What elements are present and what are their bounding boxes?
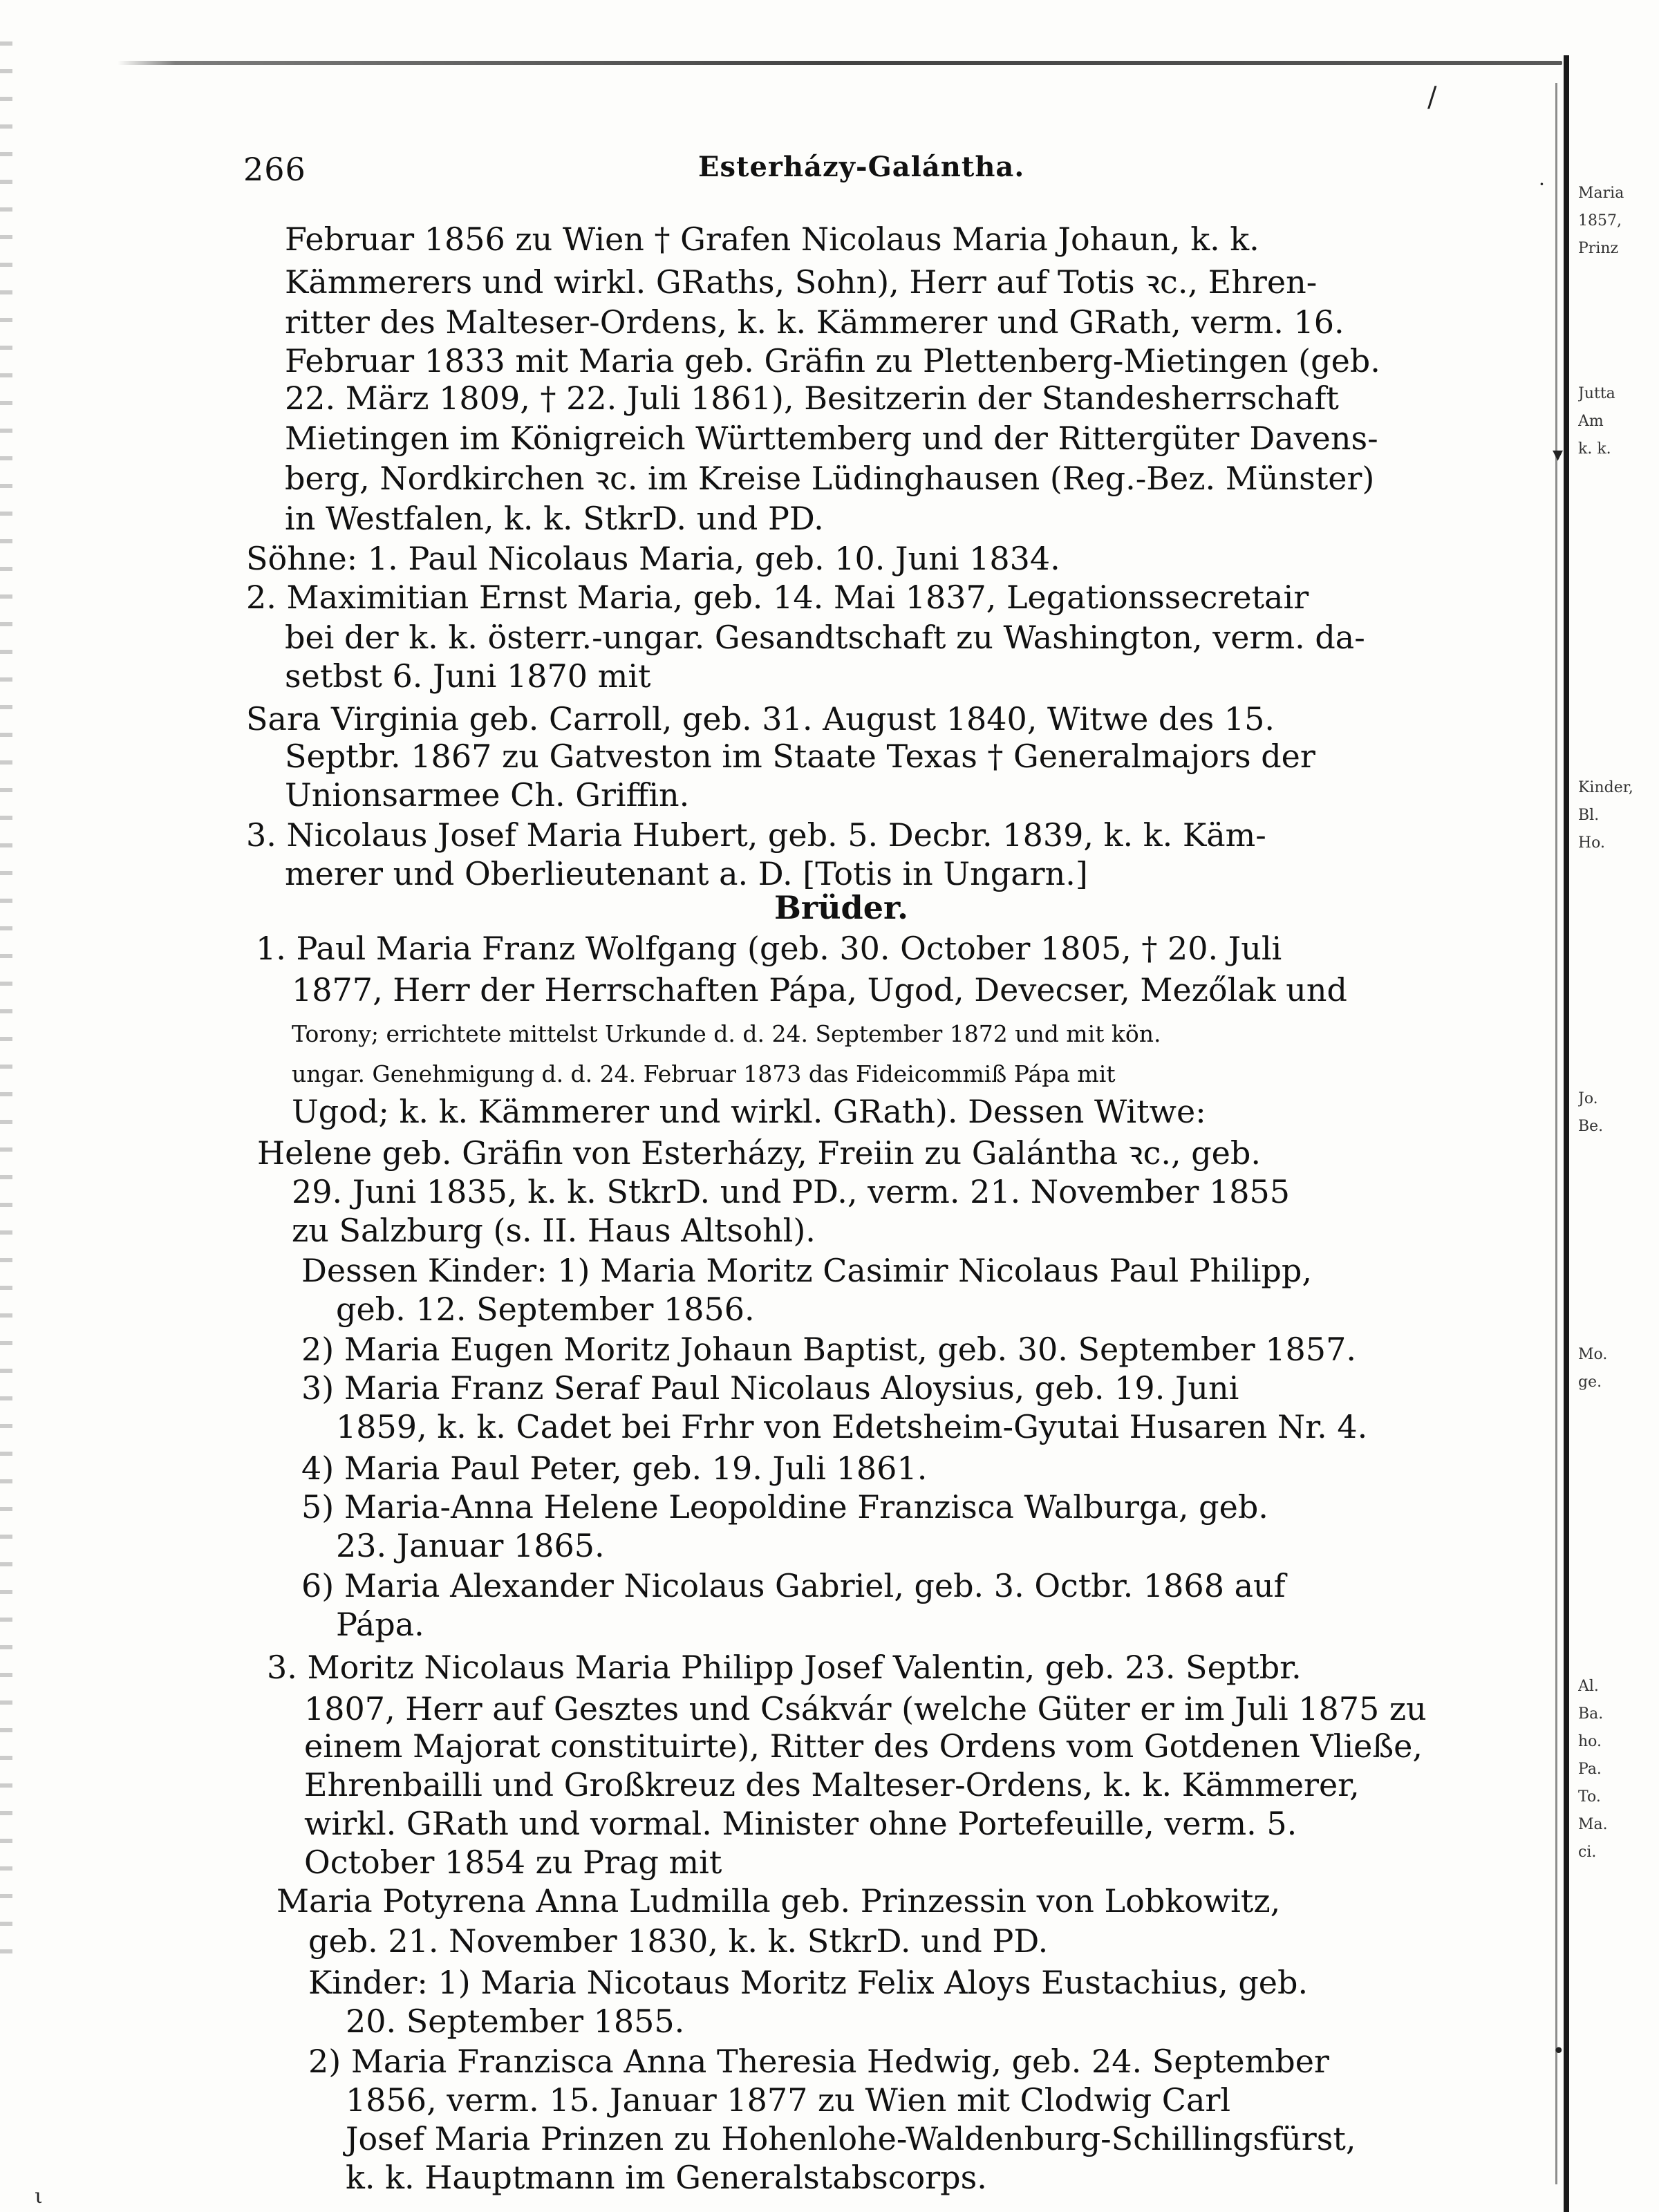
stray-mark-1: · bbox=[1539, 173, 1545, 196]
text-line: 1856, verm. 15. Januar 1877 zu Wien mit Clodwig Carl bbox=[346, 2081, 1231, 2119]
text-line: Dessen Kinder: 1) Maria Moritz Casimir Nicolaus Paul Philipp, bbox=[301, 1252, 1313, 1289]
neighbor-fragment: Be. bbox=[1578, 1118, 1604, 1135]
text-line-small: ungar. Genehmigung d. d. 24. Februar 1873 das Fideicommiß Pápa mit bbox=[292, 1060, 1116, 1087]
text-line: setbst 6. Juni 1870 mit bbox=[285, 657, 651, 695]
neighbor-fragment: Pa. bbox=[1578, 1761, 1602, 1778]
stray-pen-mark: / bbox=[1427, 82, 1437, 113]
scan-left-edge bbox=[0, 41, 12, 1977]
neighbor-fragment: Jutta bbox=[1578, 385, 1615, 402]
neighbor-fragment: Ma. bbox=[1578, 1816, 1608, 1833]
text-line: Ugod; k. k. Kämmerer und wirkl. GRath). Dessen Witwe: bbox=[292, 1093, 1206, 1130]
neighbor-fragment: 1857, bbox=[1578, 212, 1622, 229]
text-line: 1877, Herr der Herrschaften Pápa, Ugod, Devecser, Mezőlak und bbox=[292, 971, 1347, 1009]
text-line: 1807, Herr auf Gesztes und Csákvár (welche Güter er im Juli 1875 zu bbox=[304, 1690, 1427, 1727]
text-line: Februar 1856 zu Wien † Grafen Nicolaus Maria Johaun, k. k. bbox=[285, 221, 1259, 258]
text-line: October 1854 zu Prag mit bbox=[304, 1844, 722, 1881]
text-line: einem Majorat constituirte), Ritter des Ordens vom Gotdenen Vließe, bbox=[304, 1727, 1423, 1765]
text-line: 1859, k. k. Cadet bei Frhr von Edetsheim-Gyutai Husaren Nr. 4. bbox=[336, 1408, 1368, 1445]
neighbor-fragment: Maria bbox=[1578, 185, 1624, 202]
text-line: Februar 1833 mit Maria geb. Gräfin zu Plettenberg-Mietingen (geb. bbox=[285, 342, 1380, 379]
text-line: 22. März 1809, † 22. Juli 1861), Besitzerin der Standesherrschaft bbox=[285, 379, 1339, 417]
text-line: Helene geb. Gräfin von Esterházy, Freiin zu Galántha ꝛc., geb. bbox=[257, 1134, 1261, 1172]
neighbor-fragment: ho. bbox=[1578, 1733, 1602, 1750]
text-line: Kämmerers und wirkl. GRaths, Sohn), Herr auf Totis ꝛc., Ehren- bbox=[285, 263, 1318, 301]
neighbor-fragment: Mo. bbox=[1578, 1346, 1608, 1363]
text-line: 3. Moritz Nicolaus Maria Philipp Josef Valentin, geb. 23. Septbr. bbox=[267, 1649, 1302, 1686]
text-line: geb. 12. September 1856. bbox=[336, 1291, 755, 1328]
text-line: 1. Paul Maria Franz Wolfgang (geb. 30. October 1805, † 20. Juli bbox=[256, 930, 1282, 967]
text-line: Mietingen im Königreich Württemberg und der Rittergüter Davens- bbox=[285, 420, 1378, 457]
text-line: Pápa. bbox=[336, 1606, 424, 1643]
text-line: ritter des Malteser-Ordens, k. k. Kämmerer und GRath, verm. 16. bbox=[285, 303, 1344, 341]
text-line: Sara Virginia geb. Carroll, geb. 31. August 1840, Witwe des 15. bbox=[246, 700, 1275, 738]
text-line: 20. September 1855. bbox=[346, 2003, 685, 2040]
text-line: Septbr. 1867 zu Gatveston im Staate Texas † Generalmajors der bbox=[285, 738, 1315, 775]
section-heading: Brüder. bbox=[774, 889, 909, 926]
text-line: wirkl. GRath und vormal. Minister ohne Portefeuille, verm. 5. bbox=[304, 1805, 1297, 1842]
neighbor-fragment: Am bbox=[1578, 413, 1604, 430]
page-number: 266 bbox=[243, 151, 306, 188]
neighbor-fragment: To. bbox=[1578, 1788, 1601, 1806]
text-line: berg, Nordkirchen ꝛc. im Kreise Lüdinghausen (Reg.-Bez. Münster) bbox=[285, 460, 1375, 497]
neighbor-fragment: Bl. bbox=[1578, 807, 1600, 824]
text-line: Kinder: 1) Maria Nicotaus Moritz Felix Aloys Eustachius, geb. bbox=[308, 1964, 1309, 2001]
text-line: merer und Oberlieutenant a. D. [Totis in Ungarn.] bbox=[285, 855, 1088, 892]
neighbor-fragment: Jo. bbox=[1578, 1090, 1598, 1107]
neighbor-fragment: Ba. bbox=[1578, 1705, 1604, 1723]
stray-mark-3: • bbox=[1553, 2039, 1565, 2063]
neighbor-fragment: ge. bbox=[1578, 1374, 1602, 1391]
text-line: 2) Maria Eugen Moritz Johaun Baptist, geb. 30. September 1857. bbox=[301, 1331, 1356, 1368]
neighbor-fragment: Prinz bbox=[1578, 240, 1619, 257]
neighbor-fragment: ci. bbox=[1578, 1844, 1597, 1861]
neighbor-fragment: Ho. bbox=[1578, 834, 1606, 852]
text-line: Söhne: 1. Paul Nicolaus Maria, geb. 10. Juni 1834. bbox=[246, 540, 1060, 577]
stray-mark-2: ▾ bbox=[1553, 442, 1564, 467]
text-line: bei der k. k. österr.-ungar. Gesandtschaft zu Washington, verm. da- bbox=[285, 619, 1365, 656]
text-line: 2) Maria Franzisca Anna Theresia Hedwig, geb. 24. September bbox=[308, 2043, 1329, 2080]
text-line: 3. Nicolaus Josef Maria Hubert, geb. 5. Decbr. 1839, k. k. Käm- bbox=[246, 816, 1266, 854]
text-line: Ehrenbailli und Großkreuz des Malteser-Ordens, k. k. Kämmerer, bbox=[304, 1766, 1360, 1803]
neighbor-fragment: Kinder, bbox=[1578, 779, 1633, 796]
text-line: in Westfalen, k. k. StkrD. und PD. bbox=[285, 500, 824, 537]
text-line: 23. Januar 1865. bbox=[336, 1527, 605, 1564]
text-line: Josef Maria Prinzen zu Hohenlohe-Waldenburg-Schillingsfürst, bbox=[346, 2120, 1356, 2157]
text-line: zu Salzburg (s. II. Haus Altsohl). bbox=[292, 1212, 816, 1249]
text-line: 6) Maria Alexander Nicolaus Gabriel, geb. 3. Octbr. 1868 auf bbox=[301, 1567, 1286, 1604]
running-head: Esterházy-Galántha. bbox=[698, 151, 1025, 183]
text-line: geb. 21. November 1830, k. k. StkrD. und PD. bbox=[308, 1922, 1049, 1960]
neighbor-fragment: Al. bbox=[1578, 1678, 1599, 1695]
text-line-small: Torony; errichtete mittelst Urkunde d. d. 24. September 1872 und mit kön. bbox=[292, 1020, 1161, 1047]
neighbor-fragment: k. k. bbox=[1578, 440, 1611, 458]
text-line: 3) Maria Franz Seraf Paul Nicolaus Aloysius, geb. 19. Juni bbox=[301, 1369, 1239, 1407]
text-line: 29. Juni 1835, k. k. StkrD. und PD., verm. 21. November 1855 bbox=[292, 1173, 1291, 1210]
text-line: k. k. Hauptmann im Generalstabscorps. bbox=[346, 2159, 987, 2196]
text-line: Maria Potyrena Anna Ludmilla geb. Prinzessin von Lobkowitz, bbox=[276, 1882, 1281, 1920]
text-line: Unionsarmee Ch. Griffin. bbox=[285, 776, 690, 814]
stray-mark-bottom: ι bbox=[35, 2184, 43, 2209]
neighbor-page-fragments bbox=[1573, 166, 1659, 1894]
page-gutter bbox=[1564, 55, 1569, 2212]
text-line: 4) Maria Paul Peter, geb. 19. Juli 1861. bbox=[301, 1450, 928, 1487]
text-line: 2. Maximitian Ernst Maria, geb. 14. Mai 1837, Legationssecretair bbox=[246, 579, 1309, 616]
text-line: 5) Maria-Anna Helene Leopoldine Franzisca Walburga, geb. bbox=[301, 1488, 1268, 1526]
scan-top-rule bbox=[118, 61, 1562, 65]
gutter-shadow bbox=[1555, 83, 1557, 2184]
